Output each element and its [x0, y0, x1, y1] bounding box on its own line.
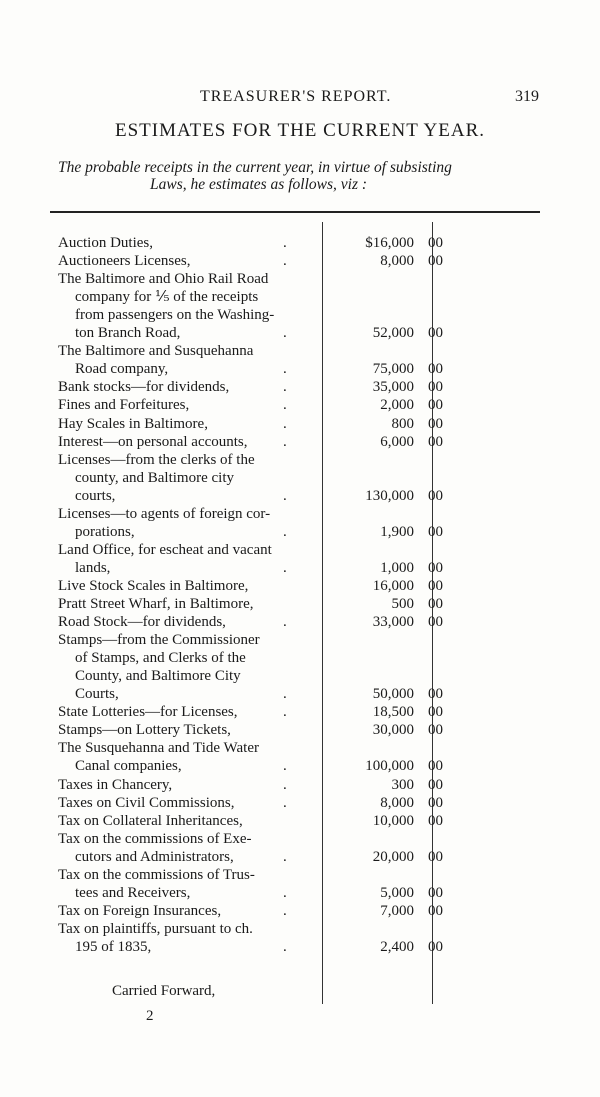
signature-mark: 2	[146, 1008, 154, 1024]
table-row	[58, 721, 443, 739]
row-description: Stamps—from the Commissioner	[58, 632, 260, 649]
row-description: The Baltimore and Ohio Rail Road	[58, 271, 269, 288]
row-cents: 00	[428, 794, 443, 811]
row-cents: 00	[428, 848, 443, 865]
table-row	[58, 396, 443, 414]
row-description: 195 of 1835,	[75, 938, 152, 955]
row-cents: 00	[428, 686, 443, 703]
row-description: tees and Receivers,	[75, 884, 191, 901]
row-leader: .	[283, 848, 287, 865]
row-leader: .	[283, 433, 287, 450]
table-row	[58, 902, 443, 920]
row-leader: .	[283, 902, 287, 919]
row-cents: 00	[428, 812, 443, 829]
table-row	[58, 324, 443, 342]
table-row	[58, 595, 443, 613]
row-amount: 300	[391, 776, 414, 793]
table-row	[58, 234, 443, 252]
row-description: company for ⅕ of the receipts	[75, 289, 259, 306]
table-row	[58, 703, 443, 721]
table-row	[58, 541, 432, 559]
intro-line-2: Laws, he estimates as follows, viz :	[150, 176, 368, 193]
table-row	[58, 757, 443, 775]
table-row	[58, 378, 443, 396]
table-row	[58, 938, 443, 956]
row-cents: 00	[428, 758, 443, 775]
row-cents: 00	[428, 235, 443, 251]
row-leader: .	[283, 776, 287, 793]
table-row	[58, 920, 432, 938]
row-description: county, and Baltimore city	[75, 469, 234, 486]
row-description: Live Stock Scales in Baltimore,	[58, 577, 249, 594]
row-leader: .	[283, 559, 287, 576]
row-description: Licenses—to agents of foreign cor-	[58, 505, 271, 522]
row-description: Auctioneers Licenses,	[58, 253, 191, 270]
table-row	[58, 848, 443, 866]
row-description: State Lotteries—for Licenses,	[58, 704, 238, 721]
table-row	[58, 415, 443, 433]
row-description: Tax on Foreign Insurances,	[58, 902, 222, 919]
row-description: cutors and Administrators,	[75, 848, 234, 865]
row-amount: 52,000	[372, 325, 414, 342]
row-amount: 5,000	[380, 884, 414, 901]
row-amount: 50,000	[372, 686, 414, 703]
row-amount: 10,000	[372, 812, 414, 829]
row-cents: 00	[428, 884, 443, 901]
row-cents: 00	[428, 361, 443, 378]
row-leader: .	[283, 325, 287, 342]
row-leader: .	[283, 397, 287, 414]
row-leader: .	[283, 938, 287, 955]
row-amount: 500	[391, 596, 414, 612]
row-leader: .	[283, 794, 287, 811]
row-description: porations,	[75, 523, 135, 540]
row-amount: 8,000	[380, 253, 414, 270]
table-row	[58, 288, 432, 306]
row-leader: .	[283, 361, 287, 378]
row-description: Taxes on Civil Commissions,	[58, 794, 235, 811]
row-description: Road company,	[75, 361, 169, 378]
table-row	[58, 577, 443, 595]
row-cents: 00	[428, 397, 443, 414]
row-leader: .	[283, 523, 287, 540]
row-amount: 2,000	[380, 397, 414, 414]
row-amount: 16,000	[372, 577, 414, 594]
row-description: County, and Baltimore City	[75, 668, 241, 685]
row-description: Pratt Street Wharf, in Baltimore,	[58, 596, 254, 612]
row-description: Licenses—from the clerks of the	[58, 451, 255, 468]
row-description: from passengers on the Washing-	[75, 307, 275, 324]
row-leader: .	[283, 758, 287, 775]
row-amount: 7,000	[380, 902, 414, 919]
row-description: ton Branch Road,	[75, 325, 181, 342]
table-row	[58, 812, 443, 830]
row-amount: 75,000	[372, 361, 414, 378]
header-rule	[50, 211, 540, 213]
row-cents: 00	[428, 902, 443, 919]
row-description: The Baltimore and Susquehanna	[58, 343, 254, 360]
table-row	[58, 360, 443, 378]
row-description: lands,	[75, 559, 111, 576]
table-row	[58, 794, 443, 812]
row-description: The Susquehanna and Tide Water	[58, 740, 259, 757]
row-leader: .	[283, 487, 287, 504]
row-amount: $16,000	[365, 235, 414, 251]
row-description: Tax on plaintiffs, pursuant to ch.	[58, 920, 253, 937]
table-row	[58, 776, 443, 794]
row-description: Stamps—on Lottery Tickets,	[58, 722, 231, 739]
row-leader: .	[283, 884, 287, 901]
table-row	[58, 866, 432, 884]
row-description: Land Office, for escheat and vacant	[58, 541, 272, 558]
table-row	[58, 252, 443, 270]
row-cents: 00	[428, 523, 443, 540]
table-row	[58, 523, 443, 541]
row-description: Tax on the commissions of Exe-	[58, 830, 252, 847]
row-amount: 18,500	[372, 704, 414, 721]
table-row	[58, 505, 432, 523]
row-cents: 00	[428, 704, 443, 721]
row-amount: 35,000	[372, 379, 414, 396]
row-leader: .	[283, 379, 287, 396]
row-amount: 800	[391, 415, 414, 432]
row-amount: 33,000	[372, 614, 414, 631]
table-row	[58, 487, 443, 505]
row-cents: 00	[428, 614, 443, 631]
row-description: Tax on the commissions of Trus-	[58, 866, 255, 883]
row-leader: .	[283, 614, 287, 631]
row-amount: 2,400	[380, 938, 414, 955]
row-cents: 00	[428, 596, 443, 612]
carried-forward: Carried Forward,	[112, 983, 216, 999]
row-amount: 6,000	[380, 433, 414, 450]
running-head: TREASURER'S REPORT.	[200, 88, 392, 105]
row-cents: 00	[428, 938, 443, 955]
table-row	[58, 830, 432, 848]
row-description: Interest—on personal accounts,	[58, 433, 248, 450]
row-amount: 1,900	[380, 523, 414, 540]
row-cents: 00	[428, 415, 443, 432]
row-cents: 00	[428, 559, 443, 576]
row-description: Courts,	[75, 686, 119, 703]
row-description: courts,	[75, 487, 116, 504]
table-row	[58, 667, 432, 685]
row-amount: 30,000	[372, 722, 414, 739]
row-cents: 00	[428, 577, 443, 594]
page-number: 319	[515, 88, 539, 105]
row-leader: .	[283, 415, 287, 432]
table-row	[58, 270, 432, 288]
table-row	[58, 685, 443, 703]
table-row	[58, 631, 432, 649]
row-cents: 00	[428, 722, 443, 739]
row-amount: 130,000	[365, 487, 414, 504]
row-amount: 1,000	[380, 559, 414, 576]
table-row	[58, 433, 443, 451]
row-cents: 00	[428, 253, 443, 270]
row-cents: 00	[428, 433, 443, 450]
table-row	[58, 613, 443, 631]
page-title: ESTIMATES FOR THE CURRENT YEAR.	[114, 120, 486, 141]
row-description: Hay Scales in Baltimore,	[58, 415, 208, 432]
row-amount: 20,000	[372, 848, 414, 865]
row-description: Tax on Collateral Inheritances,	[58, 812, 243, 829]
table-row	[58, 342, 432, 360]
table-row	[58, 559, 443, 577]
row-amount: 100,000	[365, 758, 414, 775]
table-row	[58, 884, 443, 902]
row-cents: 00	[428, 487, 443, 504]
table-row	[58, 451, 432, 469]
row-description: Canal companies,	[75, 758, 182, 775]
row-cents: 00	[428, 325, 443, 342]
row-leader: .	[283, 235, 287, 251]
row-description: Bank stocks—for dividends,	[58, 379, 230, 396]
row-description: Taxes in Chancery,	[58, 776, 173, 793]
table-row	[58, 649, 432, 667]
row-leader: .	[283, 704, 287, 721]
table-row	[58, 306, 432, 324]
row-cents: 00	[428, 379, 443, 396]
intro-line-1: The probable receipts in the current year, in virtue of subsisting	[58, 159, 452, 176]
row-description: Road Stock—for dividends,	[58, 614, 226, 631]
row-amount: 8,000	[380, 794, 414, 811]
table-row	[58, 739, 432, 757]
row-description: of Stamps, and Clerks of the	[75, 650, 246, 667]
row-description: Fines and Forfeitures,	[58, 397, 190, 414]
row-leader: .	[283, 686, 287, 703]
table-row	[58, 469, 432, 487]
row-description: Auction Duties,	[58, 235, 153, 251]
row-cents: 00	[428, 776, 443, 793]
row-leader: .	[283, 253, 287, 270]
